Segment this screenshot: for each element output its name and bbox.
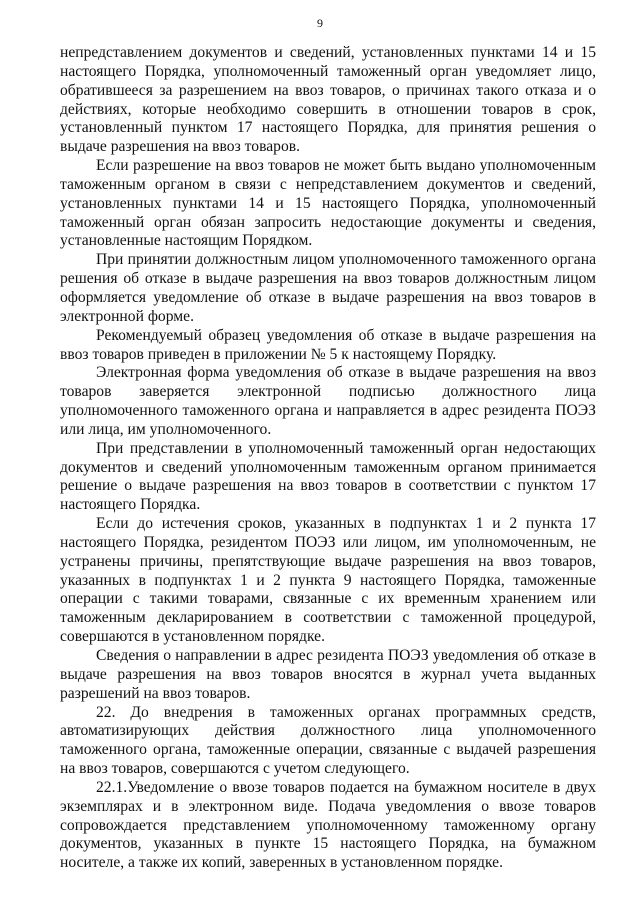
page-number: 9 [317, 16, 323, 30]
paragraph-deadline-expiry: Если до истечения сроков, указанных в подпунктах 1 и 2 пункта 17 настоящего Порядка, резидентом ПОЭЗ или лицом, им уполномоченным, не устранены причины, препятствующие выдаче разрешения на ввоз товаров, указанных в подпунктах 1 и 2 пункта 9 настоящего Порядка, таможенные операции с такими товарами, связанные с их временным хранением или таможенным декларированием в соответствии с таможенной процедурой, совершаются в установленном порядке. [60, 515, 596, 646]
document-body [60, 44, 596, 873]
paragraph-clause-22: 22. До внедрения в таможенных органах программных средств, автоматизирующих действия должностного лица уполномоченного таможенного органа, таможенные операции, связанные с выдачей разрешения на ввоз товаров, совершаются с учетом следующего. [60, 703, 596, 778]
paragraph-clause-22-1: 22.1.Уведомление о ввозе товаров подается на бумажном носителе в двух экземплярах и в электронном виде. Подача уведомления о ввозе товаров сопровождается представлением уполномоченному таможенному органу документов, указанных в пункте 15 настоящего Порядка, на бумажном носителе, а также их копий, заверенных в установленном порядке. [60, 778, 596, 872]
paragraph-electronic-signature: Электронная форма уведомления об отказе в выдаче разрешения на ввоз товаров заверяется электронной подписью должностного лица уполномоченного таможенного органа и направляется в адрес резидента ПОЭЗ или лица, им уполномоченного. [60, 364, 596, 438]
paragraph-registry-journal: Сведения о направлении в адрес резидента ПОЭЗ уведомления об отказе в выдаче разрешения на ввоз товаров вносятся в журнал учета выданных разрешений на ввоз товаров. [60, 647, 596, 702]
paragraph-sample-form-reference: Рекомендуемый образец уведомления об отказе в выдаче разрешения на ввоз товаров приведен в приложении № 5 к настоящему Порядку. [60, 326, 596, 363]
paragraph-request-missing-documents: Если разрешение на ввоз товаров не может быть выдано уполномоченным таможенным органом в связи с непредставлением документов и сведений, установленных пунктами 14 и 15 настоящего Порядка, уполномоченный таможенный орган обязан запросить недостающие документы и сведения, установленные настоящим Порядком. [60, 157, 596, 250]
paragraph-continuation: непредставлением документов и сведений, установленных пунктами 14 и 15 настоящего Порядка, уполномоченный таможенный орган уведомляет лицо, обратившееся за разрешением на ввоз товаров, о причинах такого отказа и о действиях, которые необходимо совершить в отношении товаров в срок, установленный пунктом 17 настоящего Порядка, для принятия решения о выдаче разрешения на ввоз товаров. [60, 44, 596, 156]
paragraph-missing-documents-submitted: При представлении в уполномоченный таможенный орган недостающих документов и сведений уполномоченным таможенным органом принимается решение о выдаче разрешения на ввоз товаров в соответствии с пунктом 17 настоящего Порядка. [60, 439, 596, 514]
paragraph-refusal-notice: При принятии должностным лицом уполномоченного таможенного органа решения об отказе в выдаче разрешения на ввоз товаров должностным лицом оформляется уведомление об отказе в выдаче разрешения на ввоз товаров в электронной форме. [60, 251, 596, 325]
